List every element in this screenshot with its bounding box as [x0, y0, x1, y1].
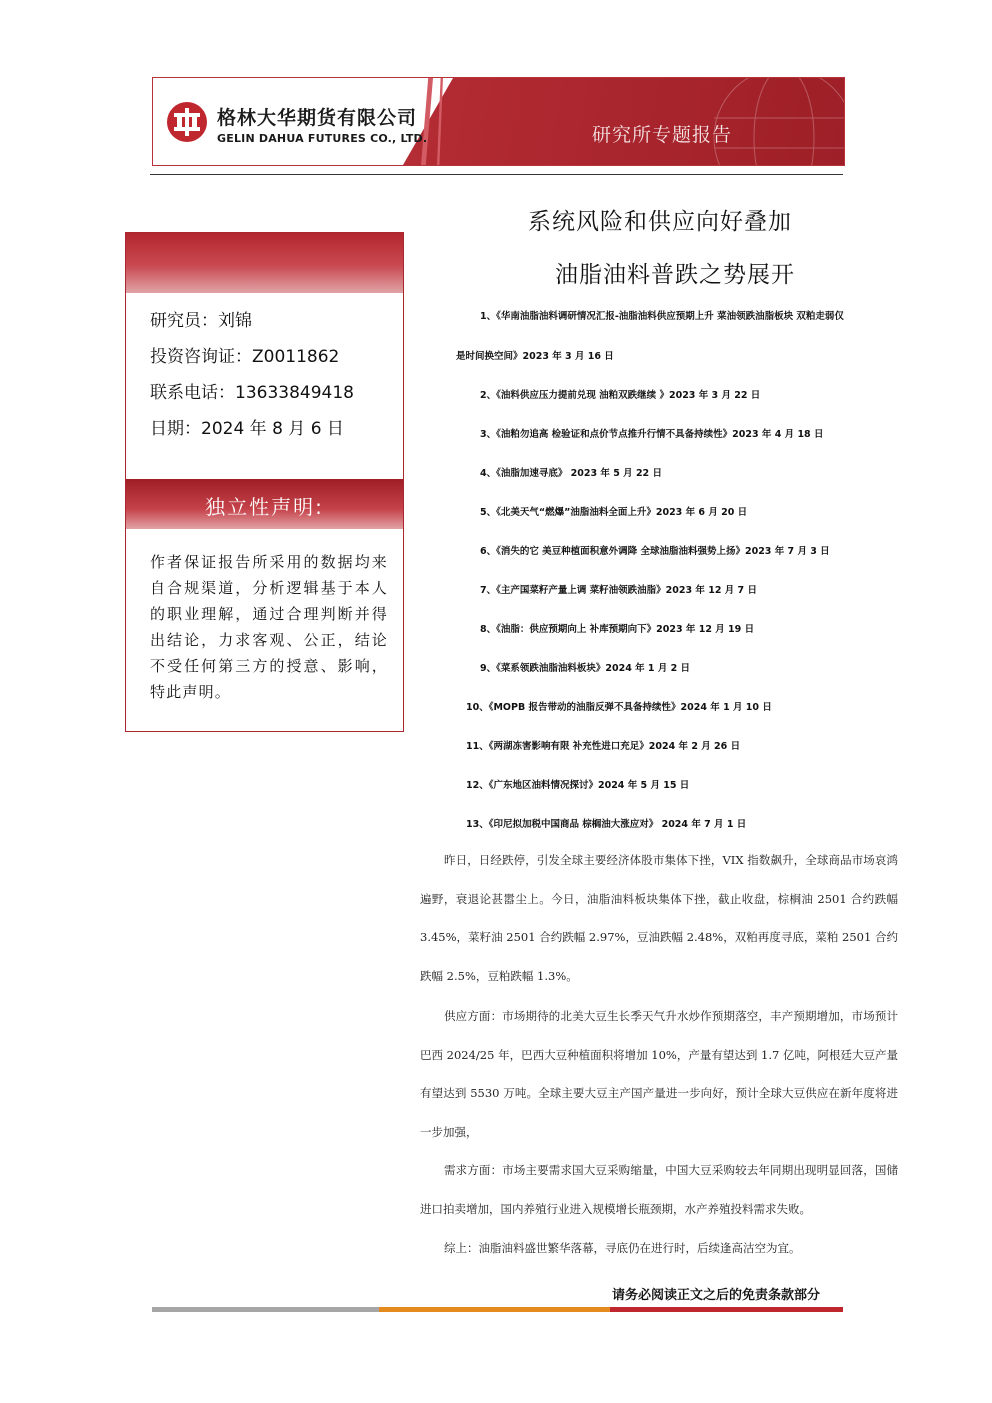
- author-sidebar: [125, 232, 404, 732]
- header-banner: [152, 77, 845, 166]
- list-item: 5、《北美天气“燃爆”油脂油料全面上升》2023 年 6 月 20 日: [480, 507, 748, 518]
- report-title-line2: 油脂油料普跌之势展开: [555, 262, 795, 288]
- list-item: 11、《两湖冻害影响有限 补充性进口充足》2024 年 2 月 26 日: [466, 741, 741, 752]
- researcher-name: 研究员：刘锦: [150, 311, 252, 331]
- list-item: 13、《印尼拟加税中国商品 棕榈油大涨应对》 2024 年 7 月 1 日: [466, 819, 747, 830]
- company-name-en: GELIN DAHUA FUTURES CO., LTD.: [217, 132, 428, 145]
- list-item: 3、《油粕勿追高 检验证和点价节点推升行情不具备持续性》2023 年 4 月 18 日: [480, 429, 824, 440]
- list-item: 4、《油脂加速寻底》 2023 年 5 月 22 日: [480, 468, 662, 479]
- contact-phone: 联系电话：13633849418: [150, 383, 354, 403]
- report-title-line1: 系统风险和供应向好叠加: [528, 209, 792, 235]
- body-paragraph-supply: 供应方面：市场期待的北美大豆生长季天气升水炒作预期落空，丰产预期增加，市场预计巴西 2024/25 年，巴西大豆种植面积将增加 10%，产量有望达到 1.7 亿吨，阿根廷大豆产量有望达到 5530 万吨。全球主要大豆主产国产量进一步向好，预计全球大豆供应在新年度将进一步加强，: [420, 1009, 898, 1139]
- footer-bar-gray: [152, 1307, 379, 1312]
- report-type-label: 研究所专题报告: [591, 124, 732, 146]
- declaration-text: 作者保证报告所采用的数据均来自合规渠道，分析逻辑基于本人的职业理解，通过合理判断并得出结论，力求客观、公正，结论不受任何第三方的授意、影响，特此声明。: [150, 553, 388, 701]
- body-paragraph-demand: 需求方面：市场主要需求国大豆采购缩量，中国大豆采购较去年同期出现明显回落，国储进口拍卖增加，国内养殖行业进入规模增长瓶颈期，水产养殖投料需求失败。: [420, 1163, 898, 1216]
- footer-bar-red: [610, 1307, 843, 1312]
- license-number: 投资咨询证：Z0011862: [150, 347, 340, 367]
- disclaimer-note: 请务必阅读正文之后的免责条款部分: [612, 1288, 821, 1303]
- list-item: 6、《消失的它 美豆种植面积意外调降 全球油脂油料强势上扬》2023 年 7 月 3 日: [480, 546, 830, 557]
- footer-bar-orange: [379, 1307, 610, 1312]
- list-item: 10、《MOPB 报告带动的油脂反弹不具备持续性》2024 年 1 月 10 日: [466, 702, 772, 713]
- list-item: 7、《主产国菜籽产量上调 菜籽油领跌油脂》2023 年 12 月 7 日: [480, 585, 757, 596]
- company-logo-icon: [165, 100, 209, 144]
- body-paragraph-conclusion: 综上：油脂油料盛世繁华落幕，寻底仍在进行时，后续逢高沽空为宜。: [444, 1241, 801, 1255]
- list-item: 8、《油脂：供应预期向上 补库预期向下》2023 年 12 月 19 日: [480, 624, 755, 635]
- list-item: 12、《广东地区油料情况探讨》2024 年 5 月 15 日: [466, 780, 690, 791]
- list-item: 1、《华南油脂油料调研情况汇报-油脂油料供应预期上升 菜油领跌油脂板块 双粕走弱仅: [480, 311, 844, 322]
- list-item-continuation: 是时间换空间》2023 年 3 月 16 日: [456, 351, 614, 362]
- declaration-header-band: [126, 479, 403, 529]
- body-paragraph-market: 昨日，日经跌停，引发全球主要经济体股市集体下挫，VIX 指数飙升，全球商品市场哀鸿遍野，衰退论甚嚣尘上。今日，油脂油料板块集体下挫，截止收盘，棕榈油 2501 合约跌幅 3.45%，菜籽油 2501 合约跌幅 2.97%，豆油跌幅 2.48%，双粕再度寻底，菜粕 2501 合约跌幅 2.5%，豆粕跌幅 1.3%。: [420, 853, 898, 983]
- sidebar-header-band: [126, 233, 403, 293]
- list-item: 9、《菜系领跌油脂油料板块》2024 年 1 月 2 日: [480, 663, 691, 674]
- report-date: 日期：2024 年 8 月 6 日: [150, 419, 344, 439]
- author-info: [150, 303, 354, 447]
- declaration-title: 独立性声明:: [205, 495, 324, 519]
- header-divider: [150, 174, 843, 175]
- list-item: 2、《油料供应压力提前兑现 油粕双跌继续 》2023 年 3 月 22 日: [480, 390, 761, 401]
- company-name-cn: 格林大华期货有限公司: [217, 107, 418, 129]
